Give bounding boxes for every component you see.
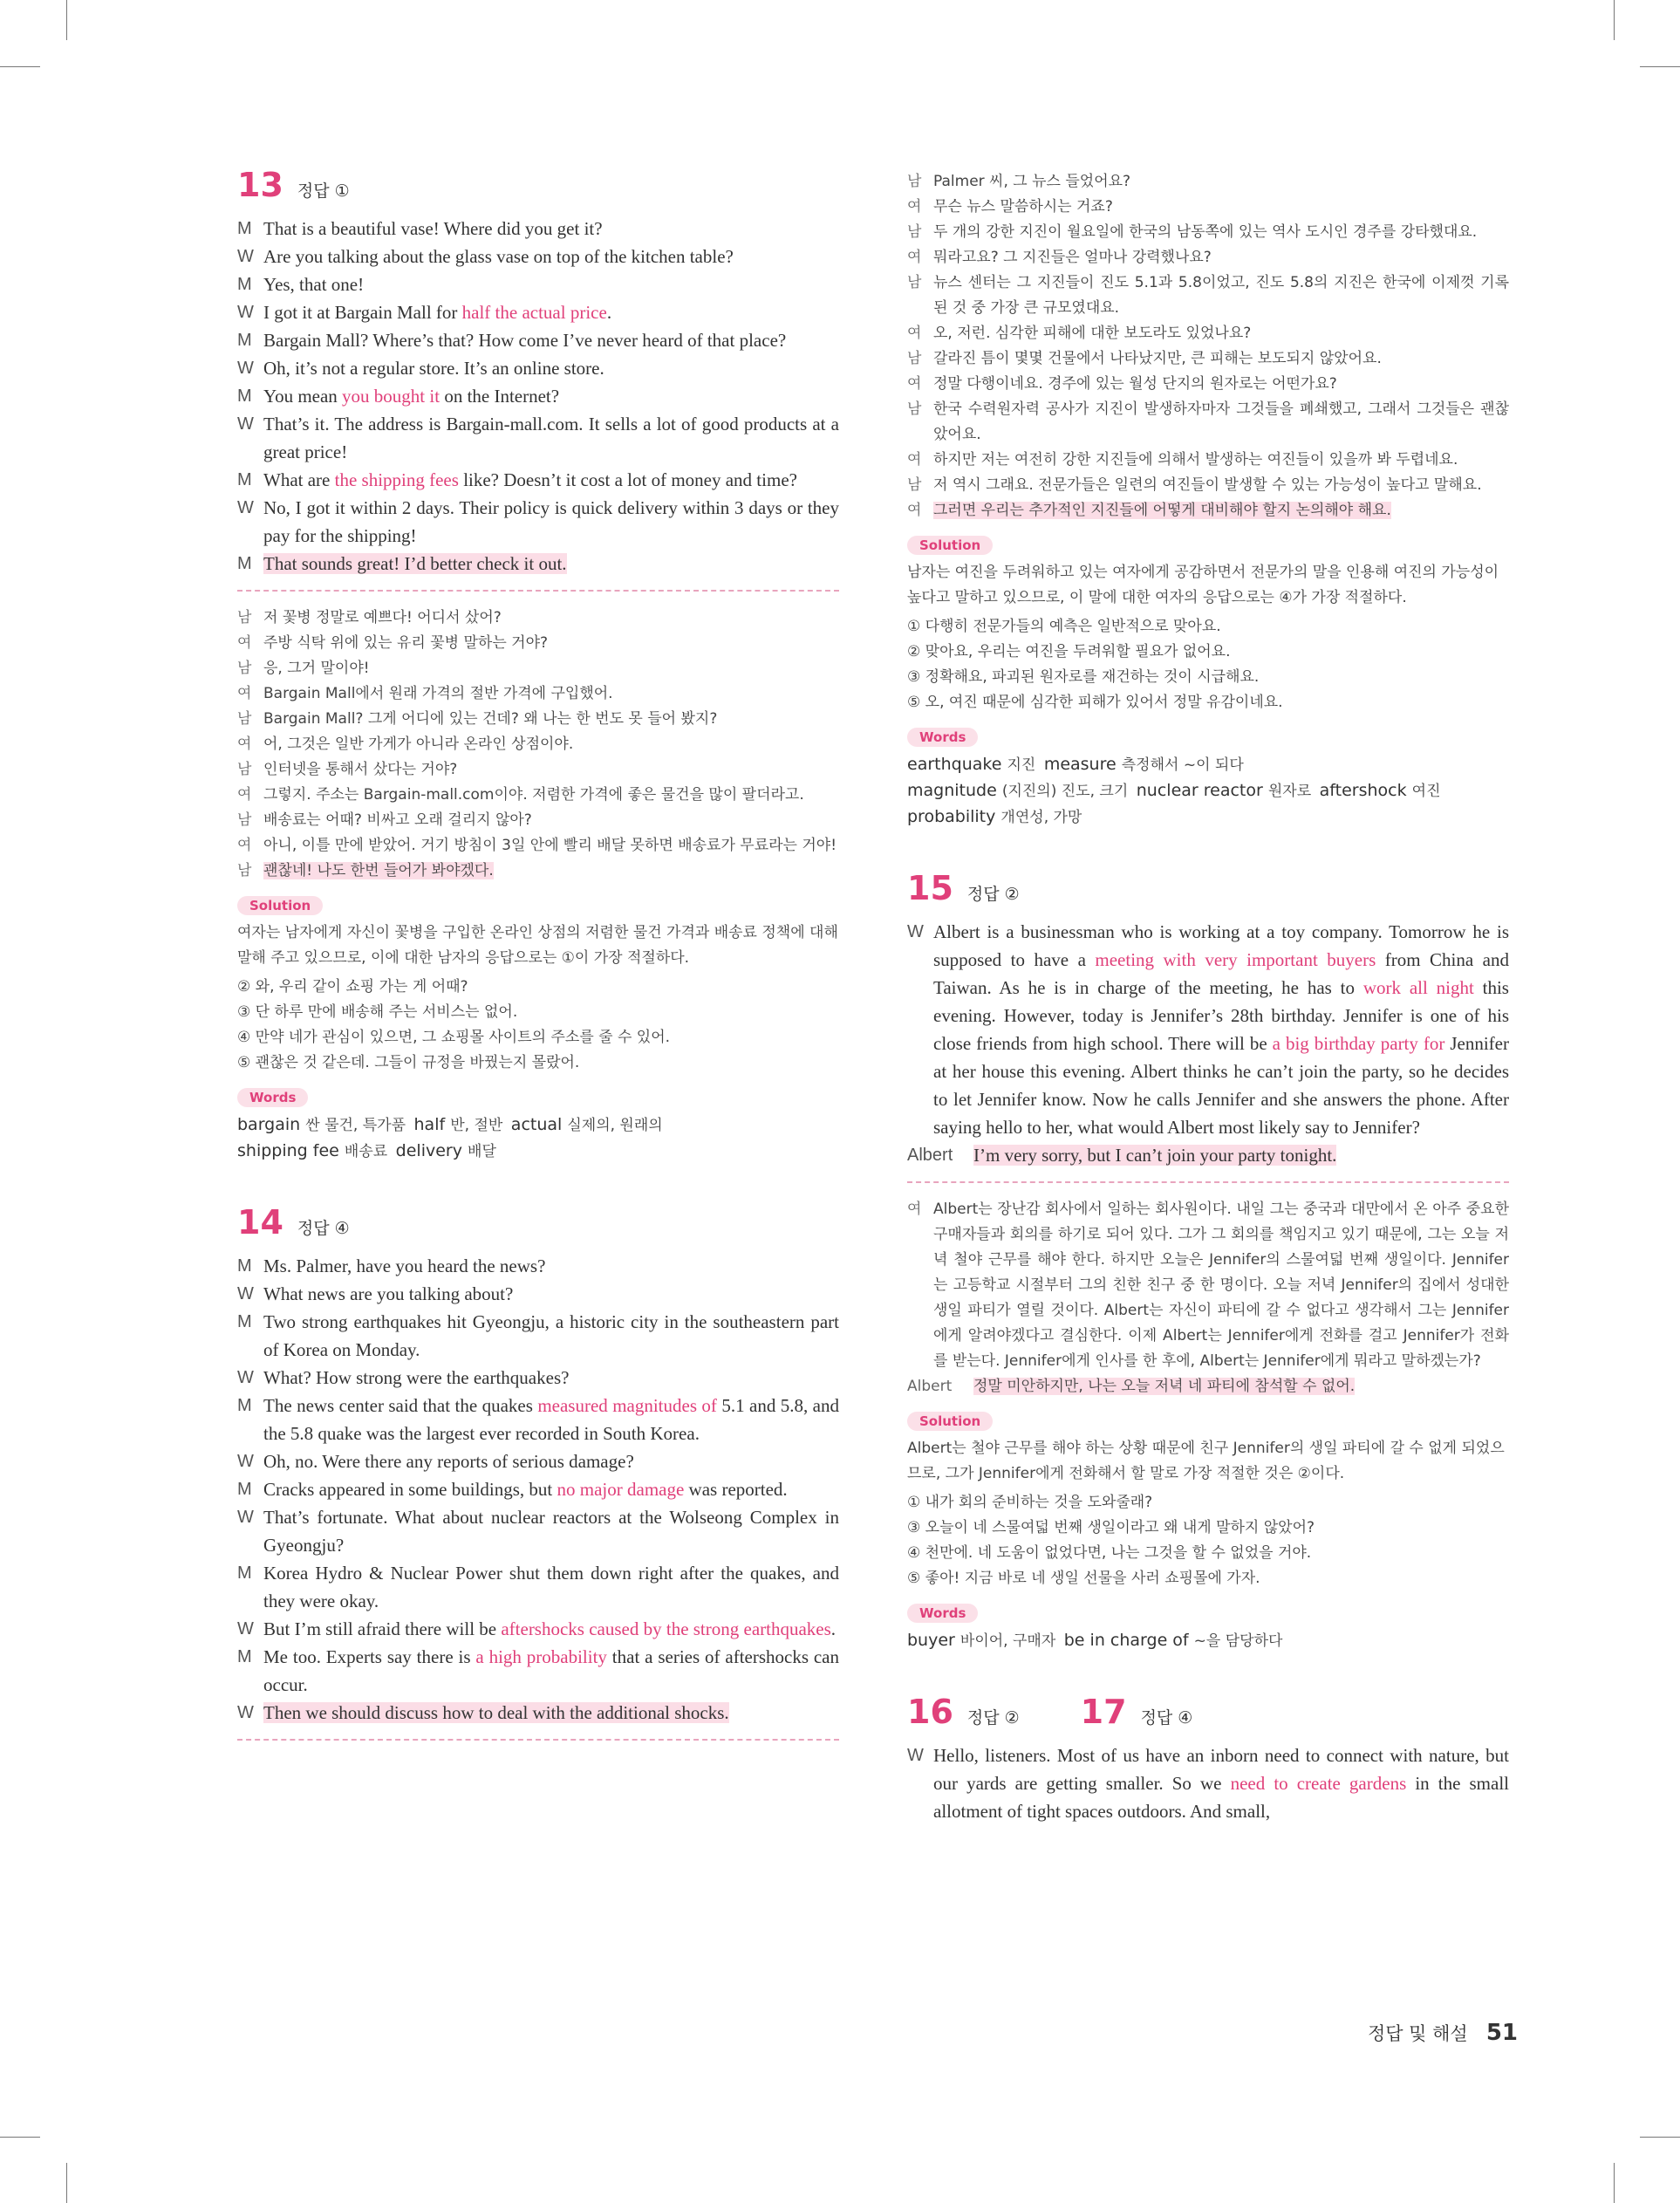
word-en: bargain <box>237 1115 301 1134</box>
option-item: ⑤ 좋아! 지금 바로 네 생일 선물을 사러 쇼핑몰에 가자. <box>907 1570 1260 1587</box>
dialogue-line <box>237 1503 839 1559</box>
line-text: That’s it. The address is Bargain-mall.com. It sells a lot of good products at a great price! <box>263 414 839 462</box>
dialogue-line <box>907 321 1509 346</box>
key-phrase: aftershocks caused by the strong earthquakes <box>501 1618 831 1639</box>
q15-monologue <box>907 918 1509 1169</box>
word-ko: 개연성, 가망 <box>1000 809 1082 826</box>
dialogue-line <box>237 466 839 494</box>
speaker-label: 남 <box>237 710 252 728</box>
speaker-label: 남 <box>237 862 252 879</box>
q14-dialogue <box>237 1252 839 1727</box>
dialogue-line <box>237 732 839 757</box>
crop-mark <box>1614 0 1615 40</box>
q15-kor-answer-speaker: Albert <box>907 1378 953 1395</box>
key-phrase: you bought it <box>342 386 440 407</box>
word-ko: 원자로 <box>1267 783 1312 800</box>
dialogue-line <box>237 243 839 270</box>
dialogue-line <box>237 298 839 326</box>
q15-solution: Albert는 철야 근무를 해야 하는 상황 때문에 친구 Jennifer의 생일 파티에 갈 수 없게 되었으므로, 그가 Jennifer에게 전화해서 할 말로 가장 적절한 것은 ②이다. <box>907 1440 1505 1482</box>
q13-answer: 정답 ① <box>297 181 350 201</box>
speaker-label: 남 <box>237 609 252 626</box>
left-column <box>237 166 839 1755</box>
line-text: 저 꽃병 정말로 예쁘다! 어디서 샀어? <box>263 609 502 626</box>
line-text: 배송료는 어때? 비싸고 오래 걸리지 않아? <box>263 811 532 829</box>
speaker-label: 남 <box>907 223 922 241</box>
speaker-label: 남 <box>907 476 922 494</box>
speaker-label: 여 <box>237 634 252 652</box>
line-text <box>263 859 839 884</box>
words-line <box>237 1112 839 1139</box>
line-text: 갈라진 틈이 몇몇 건물에서 나타났지만, 큰 피해는 보도되지 않았어요. <box>933 350 1382 367</box>
word-ko: 실제의, 원래의 <box>567 1117 663 1134</box>
speaker-label: 남 <box>907 350 922 367</box>
word-en: earthquake <box>907 755 1002 774</box>
q15-answer-text: I’m very sorry, but I can’t join your party tonight. <box>973 1145 1337 1166</box>
word-en: magnitude <box>907 781 997 800</box>
dialogue-line <box>237 382 839 410</box>
key-phrase: half the actual price <box>461 302 607 323</box>
answer-highlight: 그러면 우리는 추가적인 지진들에 어떻게 대비해야 할지 논의해야 해요. <box>933 502 1391 519</box>
q14-solution-tag: Solution <box>907 536 993 555</box>
speaker-label: M <box>237 219 252 238</box>
speaker-label: 여 <box>907 249 922 266</box>
q15-words-tag: Words <box>907 1604 978 1623</box>
line-text: Bargain Mall? Where’s that? How come I’ve never heard of that place? <box>263 330 787 351</box>
option-item: ③ 정확해요, 파괴된 원자로를 재건하는 것이 시급해요. <box>907 668 1260 686</box>
answer-highlight: Then we should discuss how to deal with the additional shocks. <box>263 1702 729 1723</box>
word-en: delivery <box>395 1141 462 1160</box>
speaker-label: M <box>237 470 252 489</box>
q15-answer-speaker: Albert <box>907 1146 953 1165</box>
words-line <box>907 752 1509 778</box>
dialogue-line <box>237 1643 839 1699</box>
option-item: ⑤ 괜찮은 것 같은데. 그들이 규정을 바꿨는지 몰랐어. <box>237 1054 580 1071</box>
dialogue-line <box>237 833 839 859</box>
line-text: Palmer 씨, 그 뉴스 들었어요? <box>933 173 1131 190</box>
dialogue-line <box>237 1615 839 1643</box>
option-item: ③ 오늘이 네 스물여덟 번째 생일이라고 왜 내게 말하지 않았어? <box>907 1519 1315 1536</box>
line-text <box>263 1699 839 1727</box>
speaker-label: W <box>237 1703 254 1722</box>
line-text: Me too. Experts say there is a high probability that a series of aftershocks can occur. <box>263 1646 840 1695</box>
dialogue-line <box>907 473 1509 498</box>
word-ko: 배송료 <box>344 1143 388 1160</box>
line-text: I got it at Bargain Mall for half the actual price. <box>263 302 612 323</box>
q15-answer-line <box>907 1141 1509 1169</box>
words-line <box>907 778 1509 804</box>
line-text: 뉴스 센터는 그 지진들이 진도 5.1과 5.8이었고, 진도 5.8의 지진은 한국에 이제껏 기록된 것 중 가장 큰 규모였대요. <box>933 274 1509 317</box>
speaker-label: 여 <box>237 786 252 804</box>
key-phrase: the shipping fees <box>334 469 459 490</box>
dialogue-line <box>907 372 1509 397</box>
word-ko: 지진 <box>1007 756 1036 774</box>
crop-mark <box>66 2163 67 2203</box>
key-phrase: a high probability <box>475 1646 607 1667</box>
speaker-label: 여 <box>237 685 252 702</box>
dialogue-line <box>237 631 839 656</box>
line-text: Bargain Mall에서 원래 가격의 절반 가격에 구입했어. <box>263 685 613 702</box>
line-text: 인터넷을 통해서 샀다는 거야? <box>263 761 458 778</box>
word-en: nuclear reactor <box>1136 781 1263 800</box>
dialogue-line <box>237 410 839 466</box>
q14-header <box>237 1203 839 1247</box>
line-text: What are the shipping fees like? Doesn’t it cost a lot of money and time? <box>263 469 797 490</box>
line-text <box>933 498 1509 523</box>
dialogue-line <box>237 1308 839 1364</box>
q15-options <box>907 1490 1509 1591</box>
line-text: 응, 그거 말이야! <box>263 660 370 677</box>
line-text: That is a beautiful vase! Where did you get it? <box>263 218 603 239</box>
q16-17-text: Hello, listeners. Most of us have an inborn need to connect with nature, but our yards are getting smaller. So we need to create gardens in the small allotment of tight spaces outdoors. And small, <box>933 1745 1509 1822</box>
q15-kor-speaker: 여 <box>907 1201 922 1218</box>
speaker-label: 남 <box>907 173 922 190</box>
q14-divider <box>237 1739 839 1741</box>
speaker-label: M <box>237 1312 252 1331</box>
word-ko: 측정해서 ~이 되다 <box>1121 756 1244 774</box>
speaker-label: M <box>237 1480 252 1499</box>
dialogue-line <box>907 169 1509 195</box>
crop-mark <box>1640 66 1680 67</box>
dialogue-line <box>907 270 1509 321</box>
q13-dialogue <box>237 215 839 578</box>
dialogue-line <box>237 326 839 354</box>
speaker-label: W <box>237 359 254 378</box>
line-text: 한국 수력원자력 공사가 지진이 발생하자마자 그것들을 폐쇄했고, 그래서 그것들은 괜찮았어요. <box>933 400 1509 443</box>
dialogue-line <box>237 354 839 382</box>
dialogue-line <box>237 656 839 681</box>
dialogue-line <box>237 215 839 243</box>
line-text: The news center said that the quakes measured magnitudes of 5.1 and 5.8, and the 5.8 quake was the largest ever recorded in South Korea. <box>263 1395 839 1444</box>
dialogue-line <box>237 550 839 578</box>
speaker-label: 여 <box>907 451 922 469</box>
line-text: Ms. Palmer, have you heard the news? <box>263 1255 546 1276</box>
option-item: ② 맞아요, 우리는 여진을 두려워할 필요가 없어요. <box>907 643 1231 660</box>
dialogue-line <box>237 270 839 298</box>
line-text: 하지만 저는 여전히 강한 지진들에 의해서 발생하는 여진들이 있을까 봐 두렵네요. <box>933 451 1458 469</box>
q15-monologue-text: Albert is a businessman who is working at a toy company. Tomorrow he is supposed to have a meeting with very important buyers from China and Taiwan. As he is in charge of the meeting, he has to work all night this evening. However, today is Jennifer’s 28th birthday. Jennifer is one of his close friends from high school. There will be a big birthday party for Jennifer at her house this evening. Albert thinks he can’t join the party, so he decides to let Jennifer know. Now he calls Jennifer and she answers the phone. After saying hello to her, what would Albert most likely say to Jennifer? <box>933 921 1509 1138</box>
dialogue-line <box>237 783 839 808</box>
dialogue-line <box>237 1280 839 1308</box>
word-ko: (지진의) 진도, 크기 <box>1001 783 1129 800</box>
speaker-label: W <box>237 1508 254 1527</box>
speaker-label: W <box>237 247 254 266</box>
q15-translation <box>907 1197 1509 1399</box>
q17-answer: 정답 ④ <box>1140 1708 1193 1728</box>
dialogue-line <box>237 757 839 783</box>
q13-words <box>237 1112 839 1165</box>
option-item: ④ 천만에. 네 도움이 없었다면, 나는 그것을 할 수 없었을 거야. <box>907 1544 1312 1562</box>
q14-solution: 남자는 여진을 두려워하고 있는 여자에게 공감하면서 전문가의 말을 인용해 여진의 가능성이 높다고 말하고 있으므로, 이 말에 대한 여자의 응답으로는 ④가 가장 적절하다. <box>907 564 1499 606</box>
speaker-label: 여 <box>907 375 922 393</box>
line-text: You mean you bought it on the Internet? <box>263 386 560 407</box>
dialogue-line <box>237 859 839 884</box>
key-phrase: work all night <box>1362 977 1474 998</box>
line-text: 저 역시 그래요. 전문가들은 일련의 여진들이 발생할 수 있는 가능성이 높다고 말해요. <box>933 476 1482 494</box>
q15-solution-tag: Solution <box>907 1412 993 1431</box>
line-text: 정말 다행이네요. 경주에 있는 월성 단지의 원자로는 어떤가요? <box>933 375 1337 393</box>
word-ko: 배달 <box>468 1143 496 1160</box>
word-ko: 여진 <box>1411 783 1441 800</box>
speaker-label: 여 <box>907 198 922 216</box>
q14-answer: 정답 ④ <box>297 1219 350 1238</box>
crop-mark <box>1614 2163 1615 2203</box>
key-phrase: need to create gardens <box>1230 1773 1407 1794</box>
q15-kor-text: Albert는 장난감 회사에서 일하는 회사원이다. 내일 그는 중국과 대만에서 온 아주 중요한 구매자들과 회의를 하기로 되어 있다. 그가 그 회의를 책임지고 있기 때문에, 그는 오늘 저녁 철야 근무를 해야 한다. 하지만 오늘은 Jennifer의 스물여덟 번째 생일이다. Jennifer는 고등학교 시절부터 그의 친한 친구 중 한 명이다. 오늘 저녁 Jennifer의 집에서 성대한 생일 파티가 열릴 것이다. Albert는 자신이 파티에 갈 수 없다고 생각해서 그는 Jennifer에게 알려야겠다고 결심한다. 이제 Albert는 Jennifer에게 전화를 걸고 Jennifer가 전화를 받는다. Jennifer에게 인사를 한 후에, Albert는 Jennifer에게 뭐라고 말하겠는가? <box>933 1201 1509 1370</box>
dialogue-line <box>237 1699 839 1727</box>
speaker-label: 여 <box>907 325 922 342</box>
dialogue-line <box>237 1447 839 1475</box>
q15-words <box>907 1628 1509 1654</box>
speaker-label: 여 <box>237 735 252 753</box>
speaker-label: 남 <box>907 400 922 418</box>
q15-number: 15 <box>907 869 953 907</box>
dialogue-line <box>237 681 839 707</box>
speaker-label: W <box>237 1452 254 1471</box>
line-text: But I’m still afraid there will be aftershocks caused by the strong earthquakes. <box>263 1618 837 1639</box>
answer-highlight: That sounds great! I’d better check it out. <box>263 553 567 574</box>
q15-divider <box>907 1181 1509 1183</box>
word-ko: ~을 담당하다 <box>1193 1632 1283 1650</box>
dialogue-line <box>237 1252 839 1280</box>
q13-header <box>237 166 839 209</box>
speaker-label: W <box>237 303 254 322</box>
q16-17-speaker: W <box>907 1746 924 1765</box>
q13-words-tag: Words <box>237 1088 308 1107</box>
key-phrase: a big birthday party for <box>1272 1033 1445 1054</box>
words-line <box>907 804 1509 831</box>
answer-highlight: 괜찮네! 나도 한번 들어가 봐야겠다. <box>263 862 494 879</box>
line-text: 무슨 뉴스 말씀하시는 거죠? <box>933 198 1113 216</box>
q14-number: 14 <box>237 1203 283 1242</box>
line-text: That’s fortunate. What about nuclear reactors at the Wolseong Complex in Gyeongju? <box>263 1507 839 1556</box>
speaker-label: W <box>237 1368 254 1387</box>
q13-solution-tag: Solution <box>237 896 323 915</box>
crop-mark <box>0 2137 40 2138</box>
line-text: Oh, it’s not a regular store. It’s an online store. <box>263 358 604 379</box>
speaker-label: M <box>237 1396 252 1415</box>
speaker-label: W <box>237 498 254 517</box>
option-item: ⑤ 오, 여진 때문에 심각한 피해가 있어서 정말 유감이네요. <box>907 694 1283 711</box>
word-en: aftershock <box>1319 781 1407 800</box>
line-text: 주방 식탁 위에 있는 유리 꽃병 말하는 거야? <box>263 634 549 652</box>
word-en: buyer <box>907 1631 955 1650</box>
crop-mark <box>66 0 67 40</box>
speaker-label: 여 <box>907 502 922 519</box>
word-en: measure <box>1043 755 1117 774</box>
q14-translation <box>907 169 1509 523</box>
q16-answer: 정답 ② <box>966 1708 1020 1728</box>
speaker-label: M <box>237 1256 252 1276</box>
q16-number: 16 <box>907 1693 953 1731</box>
q15-speaker: W <box>907 922 924 941</box>
option-item: ④ 만약 네가 관심이 있으면, 그 쇼핑몰 사이트의 주소를 줄 수 있어. <box>237 1029 671 1046</box>
speaker-label: 여 <box>237 837 252 854</box>
speaker-label: 남 <box>237 811 252 829</box>
line-text: 오, 저런. 심각한 피해에 대한 보도라도 있었나요? <box>933 325 1252 342</box>
speaker-label: 남 <box>237 761 252 778</box>
speaker-label: M <box>237 387 252 406</box>
key-phrase: no major damage <box>557 1479 685 1500</box>
line-text: Korea Hydro & Nuclear Power shut them down right after the quakes, and they were okay. <box>263 1563 839 1611</box>
speaker-label: M <box>237 1647 252 1666</box>
line-text: 그렇지. 주소는 Bargain-mall.com이야. 저렴한 가격에 좋은 물건을 많이 팔더라고. <box>263 786 804 804</box>
dialogue-line <box>237 1475 839 1503</box>
line-text: No, I got it within 2 days. Their policy is quick delivery within 3 days or they pay for the shipping! <box>263 497 839 546</box>
key-phrase: measured magnitudes of <box>537 1395 717 1416</box>
speaker-label: M <box>237 554 252 573</box>
words-line <box>237 1139 839 1165</box>
word-en: half <box>413 1115 446 1134</box>
speaker-label: 남 <box>237 660 252 677</box>
q13-options <box>237 975 839 1076</box>
line-text: 아니, 이틀 만에 받았어. 거기 방침이 3일 안에 빨리 배달 못하면 배송료가 무료라는 거야! <box>263 837 837 854</box>
q13-divider <box>237 590 839 592</box>
crop-mark <box>1640 2137 1680 2138</box>
q17-number: 17 <box>1080 1693 1127 1731</box>
q14-options <box>907 614 1509 715</box>
line-text: Cracks appeared in some buildings, but no major damage was reported. <box>263 1479 788 1500</box>
dialogue-line <box>237 605 839 631</box>
dialogue-line <box>907 498 1509 523</box>
dialogue-line <box>907 195 1509 220</box>
page-number: 51 <box>1485 2020 1518 2046</box>
line-text: Yes, that one! <box>263 274 365 295</box>
speaker-label: M <box>237 275 252 294</box>
line-text: Two strong earthquakes hit Gyeongju, a historic city in the southeastern part of Korea on Monday. <box>263 1311 839 1360</box>
line-text: Bargain Mall? 그게 어디에 있는 건데? 왜 나는 한 번도 못 들어 봤지? <box>263 710 718 728</box>
dialogue-line <box>237 1559 839 1615</box>
speaker-label: M <box>237 331 252 350</box>
q15-header <box>907 869 1509 913</box>
line-text: 어, 그것은 일반 가게가 아니라 온라인 상점이야. <box>263 735 574 753</box>
page-footer <box>1343 2020 1518 2046</box>
words-line <box>907 1628 1509 1654</box>
word-en: be in charge of <box>1063 1631 1189 1650</box>
dialogue-line <box>237 808 839 833</box>
option-item: ① 내가 회의 준비하는 것을 도와줄래? <box>907 1494 1153 1511</box>
right-column <box>907 169 1509 1825</box>
option-item: ③ 단 하루 만에 배송해 주는 서비스는 없어. <box>237 1003 518 1021</box>
dialogue-line <box>237 1392 839 1447</box>
line-text: Are you talking about the glass vase on top of the kitchen table? <box>263 246 734 267</box>
dialogue-line <box>237 1364 839 1392</box>
word-en: probability <box>907 807 996 826</box>
q16-17-monologue <box>907 1741 1509 1825</box>
q15-answer: 정답 ② <box>966 885 1020 904</box>
q16-17-header <box>907 1693 1509 1736</box>
speaker-label: M <box>237 1563 252 1583</box>
speaker-label: W <box>237 1284 254 1303</box>
word-ko: 반, 절반 <box>450 1117 503 1134</box>
line-text: What news are you talking about? <box>263 1283 514 1304</box>
word-ko: 싼 물건, 특가품 <box>305 1117 406 1134</box>
dialogue-line <box>237 494 839 550</box>
line-text: What? How strong were the earthquakes? <box>263 1367 570 1388</box>
speaker-label: 남 <box>907 274 922 291</box>
footer-label: 정답 및 해설 <box>1367 2023 1468 2044</box>
q14-words-tag: Words <box>907 728 978 747</box>
speaker-label: W <box>237 1619 254 1639</box>
line-text: 두 개의 강한 지진이 월요일에 한국의 남동쪽에 있는 역사 도시인 경주를 강타했대요. <box>933 223 1478 241</box>
dialogue-line <box>907 397 1509 448</box>
q13-translation <box>237 605 839 884</box>
q15-kor-answer-text: 정말 미안하지만, 나는 오늘 저녁 네 파티에 참석할 수 없어. <box>973 1378 1356 1395</box>
dialogue-line <box>907 448 1509 473</box>
line-text: Oh, no. Were there any reports of serious damage? <box>263 1451 634 1472</box>
q13-solution: 여자는 남자에게 자신이 꽃병을 구입한 온라인 상점의 저렴한 물건 가격과 배송료 정책에 대해 말해 주고 있으므로, 이에 대한 남자의 응답으로는 ①이 가장 적절하다. <box>237 924 838 967</box>
dialogue-line <box>907 346 1509 372</box>
word-ko: 바이어, 구매자 <box>960 1632 1056 1650</box>
q14-words <box>907 752 1509 831</box>
key-phrase: meeting with very important buyers <box>1095 949 1376 970</box>
dialogue-line <box>237 707 839 732</box>
option-item: ① 다행히 전문가들의 예측은 일반적으로 맞아요. <box>907 618 1221 635</box>
word-en: actual <box>510 1115 563 1134</box>
q13-number: 13 <box>237 166 283 204</box>
dialogue-line <box>907 220 1509 245</box>
line-text: 뭐라고요? 그 지진들은 얼마나 강력했나요? <box>933 249 1212 266</box>
speaker-label: W <box>237 414 254 434</box>
option-item: ② 와, 우리 같이 쇼핑 가는 게 어때? <box>237 978 468 995</box>
crop-mark <box>0 66 40 67</box>
line-text <box>263 550 839 578</box>
word-en: shipping fee <box>237 1141 339 1160</box>
dialogue-line <box>907 245 1509 270</box>
